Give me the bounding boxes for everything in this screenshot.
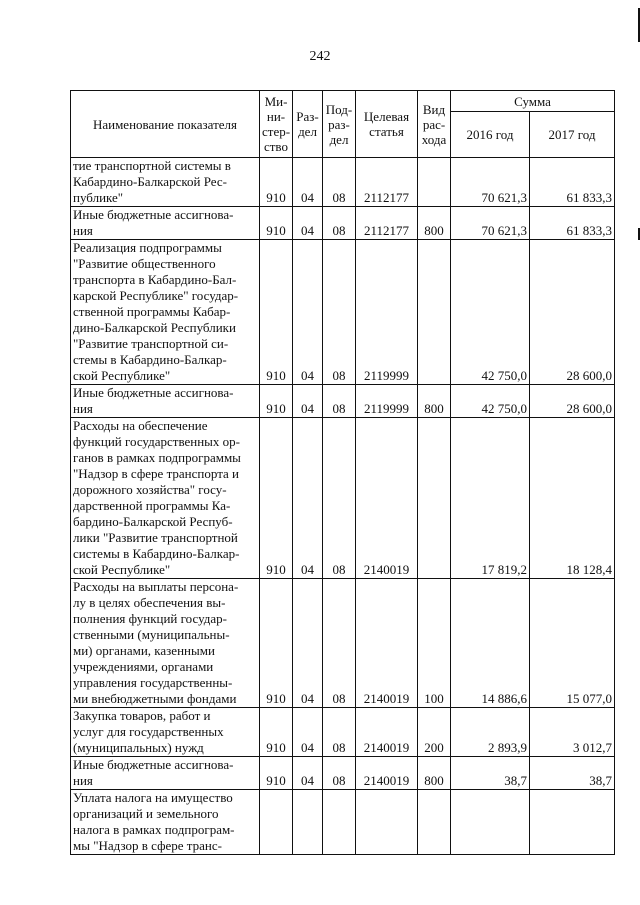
row-target: 2140019 <box>356 418 418 579</box>
row-sum-2017: 28 600,0 <box>530 240 615 385</box>
table-row <box>71 790 615 855</box>
row-target: 2140019 <box>356 579 418 708</box>
row-sum-2017: 61 833,3 <box>530 207 615 240</box>
table-row <box>71 158 615 207</box>
row-sum-2016: 42 750,0 <box>451 240 530 385</box>
page-number: 242 <box>309 49 331 64</box>
row-subsection: 08 <box>323 579 356 708</box>
row-name: Закупка товаров, работ и услуг для государственных (муниципальных) нужд <box>71 708 260 757</box>
table-body <box>71 158 615 855</box>
table-row <box>71 579 615 708</box>
row-sum-2017: 61 833,3 <box>530 158 615 207</box>
row-sum-2017: 3 012,7 <box>530 708 615 757</box>
row-target: 2112177 <box>356 158 418 207</box>
table-row <box>71 418 615 579</box>
row-ministry: 910 <box>260 385 293 418</box>
row-ministry: 910 <box>260 579 293 708</box>
row-sum-2016: 2 893,9 <box>451 708 530 757</box>
row-ministry: 910 <box>260 207 293 240</box>
row-name: Иные бюджетные ассигнова- ния <box>71 757 260 790</box>
row-sum-2017: 18 128,4 <box>530 418 615 579</box>
row-sum-2017: 38,7 <box>530 757 615 790</box>
row-target: 2140019 <box>356 757 418 790</box>
row-sum-2016: 38,7 <box>451 757 530 790</box>
table-row <box>71 757 615 790</box>
row-target: 2119999 <box>356 240 418 385</box>
row-sum-2017: 15 077,0 <box>530 579 615 708</box>
table-row <box>71 385 615 418</box>
row-name: Иные бюджетные ассигнова- ния <box>71 207 260 240</box>
row-sum-2016: 70 621,3 <box>451 207 530 240</box>
row-section: 04 <box>293 385 323 418</box>
header-expense-type: Вид рас- хода <box>418 91 451 158</box>
row-target: 2140019 <box>356 708 418 757</box>
row-sum-2016 <box>451 790 530 855</box>
row-subsection: 08 <box>323 708 356 757</box>
row-section: 04 <box>293 207 323 240</box>
row-sum-2016: 42 750,0 <box>451 385 530 418</box>
row-ministry: 910 <box>260 418 293 579</box>
row-expense-type: 800 <box>418 207 451 240</box>
row-section <box>293 790 323 855</box>
table-row <box>71 708 615 757</box>
header-ministry: Ми- ни- стер- ство <box>260 91 293 158</box>
row-subsection: 08 <box>323 418 356 579</box>
row-name: тие транспортной системы в Кабардино-Балкарской Рес- публике" <box>71 158 260 207</box>
row-target <box>356 790 418 855</box>
row-expense-type: 800 <box>418 385 451 418</box>
row-expense-type: 800 <box>418 757 451 790</box>
row-expense-type <box>418 418 451 579</box>
header-section: Раз- дел <box>293 91 323 158</box>
row-ministry: 910 <box>260 708 293 757</box>
row-ministry: 910 <box>260 158 293 207</box>
row-expense-type <box>418 790 451 855</box>
table-row <box>71 240 615 385</box>
row-section: 04 <box>293 708 323 757</box>
row-section: 04 <box>293 757 323 790</box>
row-ministry: 910 <box>260 240 293 385</box>
header-subsection: Под- раз- дел <box>323 91 356 158</box>
budget-table <box>70 90 615 855</box>
row-sum-2016: 70 621,3 <box>451 158 530 207</box>
row-sum-2017 <box>530 790 615 855</box>
row-target: 2119999 <box>356 385 418 418</box>
row-subsection: 08 <box>323 207 356 240</box>
row-name: Уплата налога на имущество организаций и земельного налога в рамках подпрограм- мы "Надзор в сфере транс- <box>71 790 260 855</box>
row-target: 2112177 <box>356 207 418 240</box>
header-name: Наименование показателя <box>71 91 260 158</box>
row-section: 04 <box>293 240 323 385</box>
row-name: Расходы на обеспечение функций государственных ор- ганов в рамках подпрограммы "Надзор в сфере транспорта и дорожного хозяйства" госу- дарственной программы Ка- бардино-Балкарской Респуб- лики "Развитие транспортной системы в Кабардино-Балкар- ской Республике" <box>71 418 260 579</box>
row-section: 04 <box>293 579 323 708</box>
row-ministry: 910 <box>260 757 293 790</box>
row-ministry <box>260 790 293 855</box>
row-subsection: 08 <box>323 158 356 207</box>
row-subsection: 08 <box>323 385 356 418</box>
row-subsection <box>323 790 356 855</box>
row-section: 04 <box>293 418 323 579</box>
row-subsection: 08 <box>323 240 356 385</box>
row-expense-type: 100 <box>418 579 451 708</box>
row-name: Расходы на выплаты персона- лу в целях обеспечения вы- полнения функций государ- ственными (муниципальны- ми) органами, казенными учреждениями, органами управления государственны- ми внебюджетными фондами <box>71 579 260 708</box>
row-name: Иные бюджетные ассигнова- ния <box>71 385 260 418</box>
header-year-2016: 2016 год <box>451 112 530 158</box>
row-subsection: 08 <box>323 757 356 790</box>
row-sum-2016: 17 819,2 <box>451 418 530 579</box>
header-year-2017: 2017 год <box>530 112 615 158</box>
row-name: Реализация подпрограммы "Развитие общественного транспорта в Кабардино-Бал- карской Республике" государ- ственной программы Кабар- дино-Балкарской Республики "Развитие транспортной си- стемы в Кабардино-Балкар- ской Республике" <box>71 240 260 385</box>
row-expense-type <box>418 240 451 385</box>
header-target: Целевая статья <box>356 91 418 158</box>
row-sum-2016: 14 886,6 <box>451 579 530 708</box>
row-expense-type: 200 <box>418 708 451 757</box>
row-section: 04 <box>293 158 323 207</box>
row-sum-2017: 28 600,0 <box>530 385 615 418</box>
header-sum: Сумма <box>451 91 615 112</box>
row-expense-type <box>418 158 451 207</box>
table-row <box>71 207 615 240</box>
